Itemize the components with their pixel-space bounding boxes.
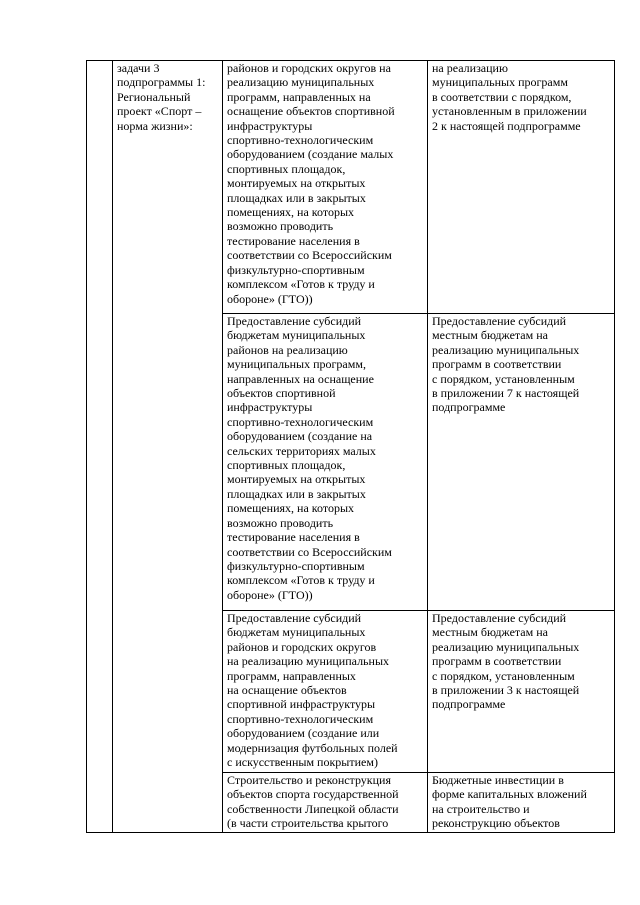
number-cell bbox=[87, 61, 113, 833]
table-row bbox=[87, 61, 615, 314]
measure-cell: Строительство и реконструкция объектов спорта государственной собственности Липецкой области (в части строительства крытого bbox=[223, 773, 428, 833]
goal-cell: задачи 3 подпрограммы 1: Региональный проект «Спорт – норма жизни»: bbox=[113, 61, 223, 833]
measures-table bbox=[86, 60, 615, 833]
mechanism-cell: Предоставление субсидий местным бюджетам на реализацию муниципальных программ в соответствии с порядком, установленным в приложении 7 к настоящей подпрограмме bbox=[428, 314, 615, 611]
measure-cell: Предоставление субсидий бюджетам муниципальных районов на реализацию муниципальных программ, направленных на оснащение объектов спортивной инфраструктуры спортивно-технологическим оборудованием (создание на сельских территориях малых спортивных площадок, монтируемых на открытых площадках или в закрытых помещениях, на которых возможно проводить тестирование населения в соответствии со Всероссийским физкультурно-спортивным комплексом «Готов к труду и обороне» (ГТО)) bbox=[223, 314, 428, 611]
mechanism-cell: Предоставление субсидий местным бюджетам на реализацию муниципальных программ в соответствии с порядком, установленным в приложении 3 к настоящей подпрограмме bbox=[428, 611, 615, 773]
measure-cell: районов и городских округов на реализацию муниципальных программ, направленных на оснащение объектов спортивной инфраструктуры спортивно-технологическим оборудованием (создание малых спортивных площадок, монтируемых на открытых площадках или в закрытых помещениях, на которых возможно проводить тестирование населения в соответствии со Всероссийским физкультурно-спортивным комплексом «Готов к труду и обороне» (ГТО)) bbox=[223, 61, 428, 314]
mechanism-cell: на реализацию муниципальных программ в соответствии с порядком, установленным в приложении 2 к настоящей подпрограмме bbox=[428, 61, 615, 314]
measure-cell: Предоставление субсидий бюджетам муниципальных районов и городских округов на реализацию муниципальных программ, направленных на оснащение объектов спортивной инфраструктуры спортивно-технологическим оборудованием (создание или модернизация футбольных полей с искусственным покрытием) bbox=[223, 611, 428, 773]
mechanism-cell: Бюджетные инвестиции в форме капитальных вложений на строительство и реконструкцию объектов bbox=[428, 773, 615, 833]
